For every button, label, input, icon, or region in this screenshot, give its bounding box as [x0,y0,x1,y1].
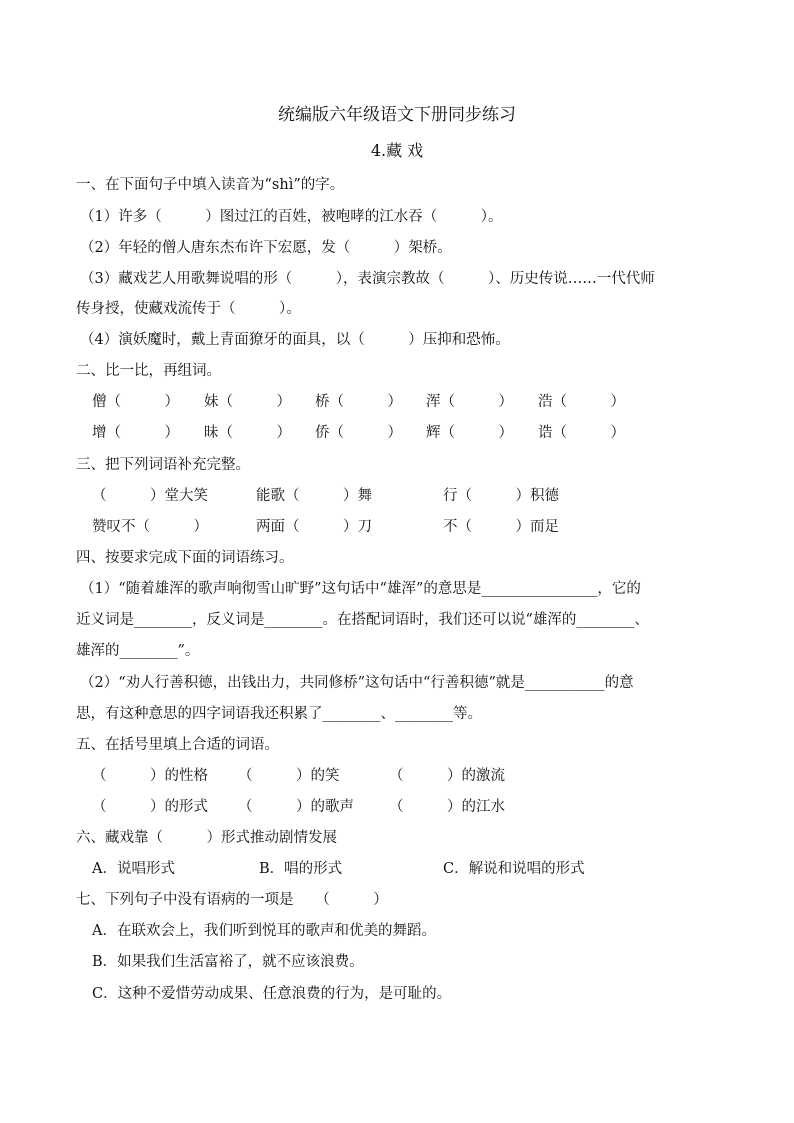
s3-item: 赞叹不（ ） [92,519,208,535]
lesson-title: 4.藏 戏 [370,141,424,160]
s4-question-2-line-1: （2）“劝人行善积德，出钱出力，共同修桥”这句话中“行善积德”就是___________的意 [80,675,634,691]
s3-item: （ ）堂大笑 [92,488,208,504]
s7-option-c: C．这种不爱惜劳动成果、任意浪费的行为，是可耻的。 [92,986,452,1002]
s6-option-a: A．说唱形式 [92,861,175,877]
s2-item: 桥（ ） [315,394,402,410]
section-2-heading: 二、比一比，再组词。 [76,363,221,379]
s5-row-2 [92,795,712,817]
s1-question-4: （4）演妖魔时，戴上青面獠牙的面具，以（ ）压抑和恐怖。 [80,332,510,348]
s2-item: 辉（ ） [426,425,513,441]
s5-item: （ ）的激流 [389,768,505,784]
s5-item: （ ）的江水 [389,799,505,815]
s5-item: （ ）的形式 [92,799,208,815]
section-4-heading: 四、按要求完成下面的词语练习。 [76,550,294,566]
s4-question-1-line-1: （1）“随着雄浑的歌声响彻雪山旷野”这句话中“雄浑”的意思是________________，它的 [80,581,641,597]
s7-option-a: A．在联欢会上，我们听到悦耳的歌声和优美的舞蹈。 [92,923,436,939]
section-3-heading: 三、把下列词语补充完整。 [76,457,250,473]
s1-question-3-line-1: （3）藏戏艺人用歌舞说唱的形（ ），表演宗教故（ ）、历史传说……一代代师 [80,271,655,287]
s3-item: 行（ ）积德 [443,488,559,504]
s4-question-1-line-3: 雄浑的________”。 [76,643,200,659]
s4-question-1-line-2: 近义词是________，反义词是________。在搭配词语时，我们还可以说“雄浑的________、 [76,612,649,628]
s5-item: （ ）的笑 [238,768,340,784]
s2-row-2 [92,421,712,443]
s2-item: 昧（ ） [204,425,291,441]
s6-option-b: B．唱的形式 [259,861,343,877]
s2-item: 侨（ ） [315,425,402,441]
s1-question-2: （2）年轻的僧人唐东杰布许下宏愿，发（ ）架桥。 [80,240,452,256]
s3-item: 两面（ ）刀 [256,519,372,535]
s5-item: （ ）的性格 [92,768,208,784]
s3-item: 能歌（ ）舞 [256,488,372,504]
s5-item: （ ）的歌声 [238,799,354,815]
s1-question-3-line-2: 传身授，使藏戏流传于（ ）。 [76,301,301,317]
s6-options [92,857,712,879]
section-5-heading: 五、在括号里填上合适的词语。 [76,737,279,753]
s2-row-1 [92,390,712,412]
s7-option-b: B．如果我们生活富裕了，就不应该浪费。 [92,954,364,970]
s3-row-1 [92,484,712,506]
s2-item: 增（ ） [92,425,179,441]
section-1-heading: 一、在下面句子中填入读音为“shì”的字。 [76,177,345,193]
s2-item: 浩（ ） [538,394,625,410]
s3-item: 不（ ）而足 [443,519,559,535]
page-title: 统编版六年级语文下册同步练习 [278,105,516,125]
s6-option-c: C．解说和说唱的形式 [443,861,585,877]
s2-item: 诰（ ） [538,425,625,441]
s3-row-2 [92,515,712,537]
section-7-heading: 七、下列句子中没有语病的一项是 （ ） [76,892,388,908]
s2-item: 僧（ ） [92,394,179,410]
s2-item: 妹（ ） [204,394,291,410]
s4-question-2-line-2: 思，有这种意思的四字词语我还积累了________、________等。 [76,706,482,722]
s5-row-1 [92,764,712,786]
s1-question-1: （1）许多（ ）图过江的百姓，被咆哮的江水吞（ ）。 [80,209,503,225]
s2-item: 浑（ ） [426,394,513,410]
section-6-heading: 六、藏戏靠（ ）形式推动剧情发展 [76,830,337,846]
